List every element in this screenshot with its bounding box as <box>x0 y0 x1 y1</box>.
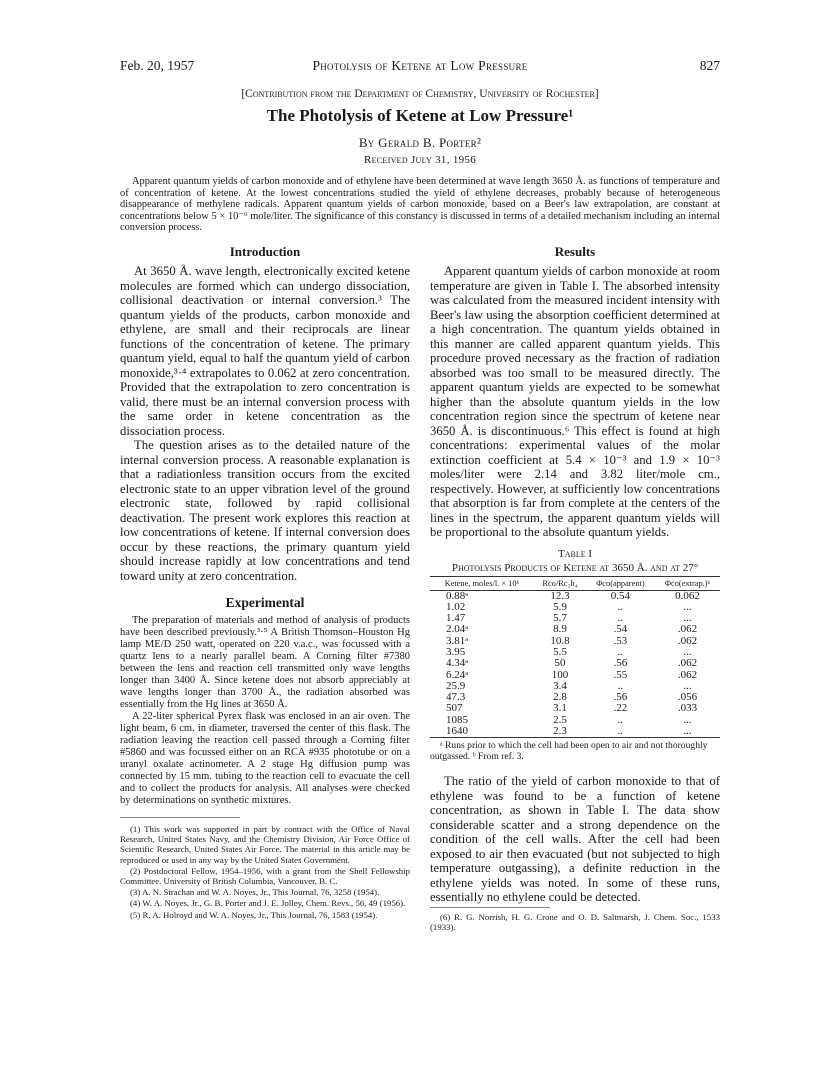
table-row <box>430 602 720 613</box>
table-cell: 1.47 <box>446 612 466 625</box>
table-cell: ... <box>683 725 692 738</box>
table-cell: .54 <box>613 623 628 636</box>
table-cell: 50 <box>554 657 566 670</box>
abstract: Apparent quantum yields of carbon monoxide and of ethylene have been determined at wave length 3650 Å. as functions of temperature and of concentration of ketene. At the lowest concentrations studied the yield of ethylene decreases, probably because of heterogeneous disappearance of methylene radicals. Apparent quantum yields of carbon monoxide, based on a Beer's law extrapolation, are constant at concentrations below 5 × 10⁻⁶ mole/liter. The significance of this constancy is discussed in terms of a detailed mechanism including an internal conversion process. <box>120 176 720 234</box>
table-cell: .56 <box>613 691 628 704</box>
table-header-row <box>430 576 720 590</box>
column-header: Ketene, moles/l. × 10⁶ <box>430 576 534 590</box>
table-cell: .056 <box>677 691 698 704</box>
column-header: Φco(apparent) <box>586 576 655 590</box>
table-cell: 8.9 <box>553 623 567 636</box>
contribution-line: [Contribution from the Department of Chemistry, University of Rochester] <box>241 88 599 100</box>
table-row <box>430 670 720 681</box>
table-cell: 1085 <box>446 713 468 726</box>
table-notes: ᵃ Runs prior to which the cell had been open to air and not thoroughly outgassed. ᵇ From ref. 3. <box>430 740 708 763</box>
running-title: Photolysis of Ketene at Low Pressure <box>312 58 528 73</box>
table-cell: 2.5 <box>553 713 567 726</box>
results-paragraph: Apparent quantum yields of carbon monoxide at room temperature are given in Table I. The absorbed intensity was calculated from the measured incident intensity with Beer's law using the absorption coefficient determined at a high concentration. The quantum yields obtained in this manner are called apparent quantum yields. This procedure proved necessary as the fraction of radiation absorbed was too small to be measured directly. The apparent quantum yields are expected to be somewhat higher than the absolute quantum yields in the low concentration region since the spectrum of ketene near 3650 Å. is discontinuous.⁶ This effect is found at high concentrations: experimental values of the molar extinction coefficient at 5.4 × 10⁻³ and 1.9 × 10⁻³ moles/liter were 2.14 and 3.82 liter/mole cm., respectively. However, at sufficiently low concentrations that absorption is far from complete at the centers of the lines in the spectrum, the apparent quantum yields will be proportional to the absolute quantum yields. <box>430 264 720 539</box>
experimental-paragraph: A 22-liter spherical Pyrex flask was enclosed in an air oven. The light beam, 6 cm. in diameter, traversed the center of this flask. The radiation leaving the reaction cell passed through a Corning filter #5860 and was focussed either on an RCA #935 phototube or on a uranyl oxalate actinometer. A 2 stage Hg diffusion pump was connected by 15 mm. tubing to the reaction cell to evacuate the cell and to collect the products for analysis. All analyses were checked by determinations on synthetic mixtures. <box>120 711 410 806</box>
footnote: (3) A. N. Strachan and W. A. Noyes, Jr., This Journal, 76, 3258 (1954). <box>130 887 380 898</box>
table-cell: 1640 <box>446 725 468 738</box>
table-row <box>430 681 720 692</box>
table-row <box>430 726 720 738</box>
table-row <box>430 715 720 726</box>
table-cell: ... <box>683 679 692 692</box>
table-cell: 0.54 <box>610 589 631 602</box>
table-cell: 5.5 <box>553 645 567 658</box>
running-head <box>120 58 720 78</box>
experimental-paragraph: The preparation of materials and method of analysis of products have been described previously.³·⁵ A British Thomson–Houston Hg lamp ME/D 250 watt, operated on 220 v.a.c., was focussed with a quartz lens to a nearly parallel beam. A Corning filter #7380 between the lens and reaction cell transmitted only wave lengths longer than 3400 Å. Since ketene does not absorb appreciably at wave lengths longer than 3700 Å., the radiation absorbed was essentially from the Hg lines at 3650 Å. <box>120 615 410 710</box>
table-cell: 4.34ᵃ <box>446 657 469 670</box>
introduction-paragraph: At 3650 Å. wave length, electronically excited ketene molecules are formed which can undergo dissociation, collisional deactivation or internal conversion.³ The quantum yields of the products, carbon monoxide and ethylene, are small and their reciprocals are linear functions of the concentration of ketene. The primary quantum yield, equal to half the quantum yield of carbon monoxide,³·⁴ extrapolates to 0.062 at zero concentration. Provided that the extrapolation to zero concentration is valid, there must be an internal conversion process with the same order in ketene concentration as the dissociation process. <box>120 264 410 438</box>
table-cell: ... <box>683 612 692 625</box>
table-row <box>430 647 720 658</box>
author-byline: By Gerald B. Porter² <box>358 135 482 150</box>
footnote: (5) R. A. Holroyd and W. A. Noyes, Jr., This Journal, 76, 1583 (1954). <box>130 909 378 920</box>
table-cell: .062 <box>677 623 698 636</box>
left-column <box>120 244 410 921</box>
received-date: Received July 31, 1956 <box>363 154 477 166</box>
introduction-heading: Introduction <box>229 244 301 259</box>
results-paragraph: The ratio of the yield of carbon monoxide to that of ethylene was found to be a function of ketene concentration, as shown in Table I. The data show considerable scatter and a strong dependence on the condition of the cell walls. After the cell had been exposed to air then evacuated (but not subjected to high temperature outgassing), a definite reduction in the ethylene yields was noted. In some of these runs, essentially no ethylene could be detected. <box>430 774 720 905</box>
table-row <box>430 703 720 714</box>
table-cell: 0.88ᵃ <box>446 589 469 602</box>
introduction-paragraph: The question arises as to the detailed nature of the internal conversion process. A reasonable explanation is that a radiationless transition occurs from the excited electronic state to an upper vibration level of the ground electronic state, followed by rapid collisional deactivation. The present work explores this reaction at low concentrations of ketene. If internal conversion does occur by these reactions, the primary quantum yield should increase rapidly at low concentrations and tend toward unity at zero concentration. <box>120 438 410 583</box>
table-cell: .033 <box>677 702 698 715</box>
table-cell: 2.04ᵃ <box>446 623 469 636</box>
results-table <box>430 576 720 739</box>
column-header: Rco/Rc₂h₄ <box>534 576 586 590</box>
table-cell: 47.3 <box>446 691 466 704</box>
footnote: (4) W. A. Noyes, Jr., G. B. Porter and J. E. Jolley, Chem. Revs., 56, 49 (1956). <box>130 898 406 909</box>
table-cell: .. <box>617 600 624 613</box>
table-label: Table I <box>557 547 593 560</box>
table-cell: .. <box>617 713 624 726</box>
table-row <box>430 692 720 703</box>
table-cell: .. <box>617 725 624 738</box>
table-cell: 3.1 <box>553 702 567 715</box>
article-title: The Photolysis of Ketene at Low Pressure¹ <box>266 106 574 125</box>
table-cell: .. <box>617 645 624 658</box>
table-cell: 2.3 <box>553 725 567 738</box>
table-cell: .062 <box>677 668 698 681</box>
table-cell: .. <box>617 612 624 625</box>
table-cell: 3.95 <box>446 645 466 658</box>
table-cell: 5.7 <box>553 612 567 625</box>
table-row <box>430 590 720 602</box>
footnote: (6) R. G. Norrish, H. G. Crone and O. D. Saltmarsh, J. Chem. Soc., 1533 (1933). <box>430 911 720 933</box>
table-cell: 2.8 <box>553 691 567 704</box>
table-cell: 5.9 <box>553 600 567 613</box>
table-cell: .56 <box>613 657 628 670</box>
table-cell: ... <box>683 600 692 613</box>
table-row <box>430 636 720 647</box>
table-cell: 0.062 <box>675 589 700 602</box>
table-row <box>430 658 720 669</box>
table-cell: .062 <box>677 657 698 670</box>
table-cell: .. <box>617 679 624 692</box>
results-heading: Results <box>554 244 596 259</box>
table-cell: ... <box>683 645 692 658</box>
table-cell: .22 <box>613 702 628 715</box>
experimental-heading: Experimental <box>225 595 305 610</box>
table-row <box>430 624 720 635</box>
table-cell: 25.9 <box>446 679 466 692</box>
column-header: Φco(extrap.)ᵇ <box>655 576 720 590</box>
table-cell: .53 <box>613 634 628 647</box>
table-caption: Photolysis Products of Ketene at 3650 Å. and at 27° <box>451 561 699 574</box>
table-cell: 10.8 <box>550 634 570 647</box>
right-column <box>430 244 720 933</box>
table-cell: 3.4 <box>553 679 567 692</box>
footnotes-right <box>430 908 720 932</box>
page-number: 827 <box>699 58 720 73</box>
table-body <box>430 590 720 738</box>
table-row <box>430 613 720 624</box>
table-cell: ... <box>683 713 692 726</box>
table-cell: .062 <box>677 634 698 647</box>
table-cell: 100 <box>551 668 569 681</box>
table-cell: 12.3 <box>550 589 570 602</box>
table-cell: 1.02 <box>446 600 466 613</box>
table-cell: 3.81ᵃ <box>446 634 469 647</box>
footnote: (2) Postdoctoral Fellow, 1954–1956, with a grant from the Shell Fellowship Committee. University of British Columbia, Vancouver, B. C. <box>120 865 410 887</box>
table-cell: .55 <box>613 668 628 681</box>
issue-date: Feb. 20, 1957 <box>120 58 195 73</box>
table-cell: 507 <box>446 702 463 715</box>
table-cell: 6.24ᵃ <box>446 668 469 681</box>
footnotes-left <box>120 818 410 920</box>
footnote: (1) This work was supported in part by contract with the Office of Naval Research, United States Navy, and the Chemistry Division, Air Force Office of Scientific Research, United States Air Force. The material in this article may be reproduced or used in any way by the United States Government. <box>120 824 410 865</box>
